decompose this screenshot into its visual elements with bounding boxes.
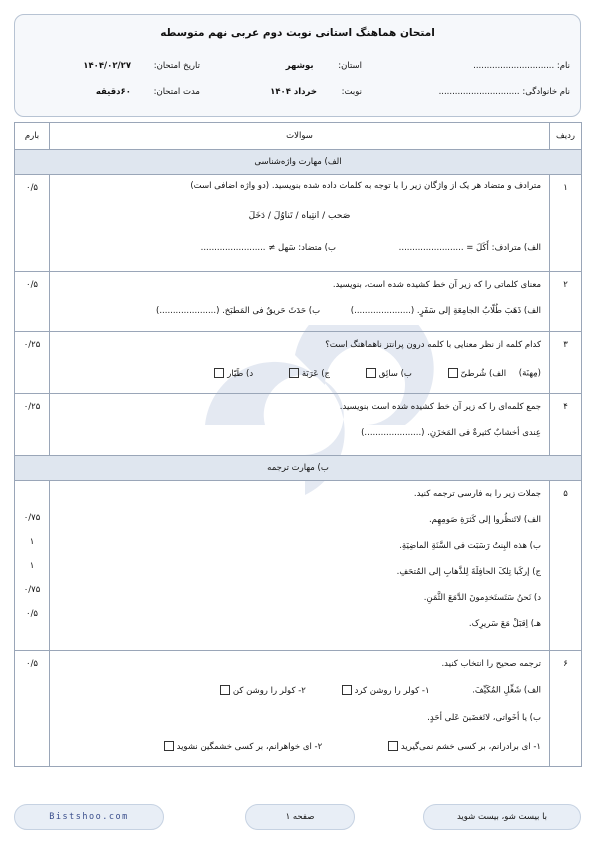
question-score: ۰/۵ — [15, 272, 50, 332]
duration-value: ۶۰دقیقه — [95, 87, 131, 97]
question-text: مترادف و متضاد هر یک از واژگان زیر را با توجه به کلمات داده شده بنویسید. (دو واژه اضافی است) — [190, 181, 541, 191]
turn-value: خرداد ۱۴۰۴ — [270, 87, 317, 97]
options-line — [58, 368, 541, 379]
checkbox-icon — [214, 368, 224, 378]
question-number: ۵ — [550, 481, 582, 651]
synonym-answer[interactable]: الف) مترادف: أَکَلَ = ........................ — [398, 243, 541, 253]
question-score: ۰/۵ — [15, 651, 50, 767]
sentence-line: الف) لاتَنظُروا إلی کَثرَةِ صَومِهِم. — [428, 515, 541, 525]
question-text: کدام کلمه از نظر معنایی با کلمه درون پرانتز ناهماهنگ است؟ — [325, 340, 541, 350]
col-score-header: بارم — [15, 123, 50, 150]
score-item: ۰/۷۵ — [23, 585, 41, 595]
footer-slogan: با بیست شو، بیست شوید — [423, 804, 581, 830]
col-row-header: ردیف — [550, 123, 582, 150]
checkbox-icon — [388, 741, 398, 751]
antonym-answer[interactable]: ب) متضاد: سَهل ≠ ........................ — [200, 243, 336, 253]
question-text: معنای کلماتی را که زیر آن خط کشیده شده است، بنویسید. — [332, 280, 541, 290]
sentence-line: د) نَحنُ سَتَستَخدِمونَ الدَّمَعَ الثَّمَنِ. — [423, 593, 541, 603]
question-score: ۰/۲۵ — [15, 332, 50, 394]
item-b-text: ب) یا أخَواتی، لاتَغضَبنَ عَلی أحَدٍ. — [427, 713, 541, 723]
questions-table — [14, 122, 582, 767]
footer-page-number: صفحه ۱ — [245, 804, 355, 830]
checkbox-icon — [289, 368, 299, 378]
name-label: نام: — [556, 61, 570, 71]
family-label: نام خانوادگی: — [522, 87, 570, 97]
section-vocabulary: الف) مهارت واژه‌شناسی — [15, 150, 582, 175]
question-body — [50, 332, 550, 394]
checkbox-icon — [220, 685, 230, 695]
sentence-line: هـ) اِقبَلْ مَعَ سَریرِک. — [468, 619, 541, 629]
option-b2[interactable]: ۲- ای خواهرانم، بر کسی خشمگین نشوید — [161, 742, 323, 752]
option-b[interactable]: ب) سائِق — [363, 369, 412, 379]
option-b1[interactable]: ۱- ای برادرانم، بر کسی خشم نمی‌گیرید — [385, 742, 541, 752]
question-number: ۶ — [550, 651, 582, 767]
word-bank: صَحب / انتِباه / تَناوُلَ / دَخَلَ — [248, 211, 351, 221]
answer-item-a[interactable]: الف) ذَهَبَ طُلّابُ الجامِعَةِ إلی سَفَرٍ. (.....................) — [350, 306, 541, 316]
option-a2[interactable]: ۲- کولر را روشن کن — [217, 686, 306, 696]
question-number: ۲ — [550, 272, 582, 332]
answer-line — [58, 243, 541, 253]
province-label: استان: — [338, 61, 362, 71]
question-body — [50, 272, 550, 332]
question-score: ۰/۲۵ — [15, 394, 50, 456]
exam-title: امتحان هماهنگ استانی نوبت دوم عربی نهم متوسطه — [160, 27, 435, 39]
family-row — [439, 87, 570, 97]
option-d[interactable]: د) طَیّار — [211, 369, 253, 379]
checkbox-icon — [342, 685, 352, 695]
question-row — [15, 175, 582, 272]
footer-brand-link[interactable]: Bistshoo.com — [14, 804, 164, 830]
question-score: ۰/۵ — [15, 175, 50, 272]
province-row — [286, 61, 362, 71]
question-row — [15, 651, 582, 767]
question-number: ۴ — [550, 394, 582, 456]
question-number: ۳ — [550, 332, 582, 394]
option-c[interactable]: ج) عَرَبَة — [286, 369, 330, 379]
option-a[interactable]: الف) شُرطیّ — [445, 369, 506, 379]
question-text: ترجمه صحیح را انتخاب کنید. — [441, 659, 541, 669]
turn-label: نوبت: — [341, 87, 362, 97]
answer-line — [58, 306, 541, 316]
score-item: ۱ — [29, 561, 35, 571]
question-row — [15, 272, 582, 332]
answer-line[interactable]: عِندی أخشابٌ کثیرةٌ فی المَخزَنِ. (.....................) — [361, 428, 541, 438]
duration-label: مدت امتحان: — [153, 87, 200, 97]
score-item: ۱ — [29, 537, 35, 547]
name-row — [473, 61, 570, 71]
question-body — [50, 394, 550, 456]
item-b-options — [58, 741, 541, 752]
question-score — [15, 481, 50, 651]
item-a-line — [58, 685, 541, 696]
checkbox-icon — [366, 368, 376, 378]
item-a-text: الف) شَغِّلِ المُکَیِّفَ. — [472, 685, 541, 696]
paren-word: (مِهنَة) — [518, 368, 541, 379]
answer-item-b[interactable]: ب) حَدَثَ حَریقٌ فی المَطبَخ. (.....................) — [156, 306, 321, 316]
question-body — [50, 481, 550, 651]
question-number: ۱ — [550, 175, 582, 272]
section-translation: ب) مهارت ترجمه — [15, 456, 582, 481]
col-questions-header: سوالات — [50, 123, 550, 150]
question-row — [15, 394, 582, 456]
name-field[interactable]: .............................. — [473, 61, 555, 71]
date-row — [83, 61, 200, 71]
question-row — [15, 332, 582, 394]
question-row — [15, 481, 582, 651]
date-value: ۱۴۰۴/۰۲/۲۷ — [83, 61, 132, 71]
turn-row — [270, 87, 362, 97]
question-text: جمع کلمه‌ای را که زیر آن خط کشیده شده است بنویسید. — [339, 402, 541, 412]
sentence-line: ج) إرکَبا تِلکَ الحافِلَةَ لِلذَّهابِ إلی المُتحَفِ. — [396, 567, 541, 577]
option-a1[interactable]: ۱- کولر را روشن کرد — [339, 686, 430, 696]
question-body — [50, 175, 550, 272]
checkbox-icon — [448, 368, 458, 378]
family-field[interactable]: .............................. — [438, 87, 520, 97]
score-item: ۰/۵ — [26, 609, 38, 619]
duration-row — [96, 87, 200, 97]
exam-header — [14, 14, 581, 117]
province-value: بوشهر — [285, 61, 314, 71]
question-text: جملات زیر را به فارسی ترجمه کنید. — [413, 489, 541, 499]
question-body — [50, 651, 550, 767]
score-item: ۰/۷۵ — [23, 513, 41, 523]
sentence-line: ب) هذه البِنتُ رَسَبَت فی السَّنَةِ الماضِیَةِ. — [399, 541, 541, 551]
date-label: تاریخ امتحان: — [153, 61, 200, 71]
checkbox-icon — [164, 741, 174, 751]
